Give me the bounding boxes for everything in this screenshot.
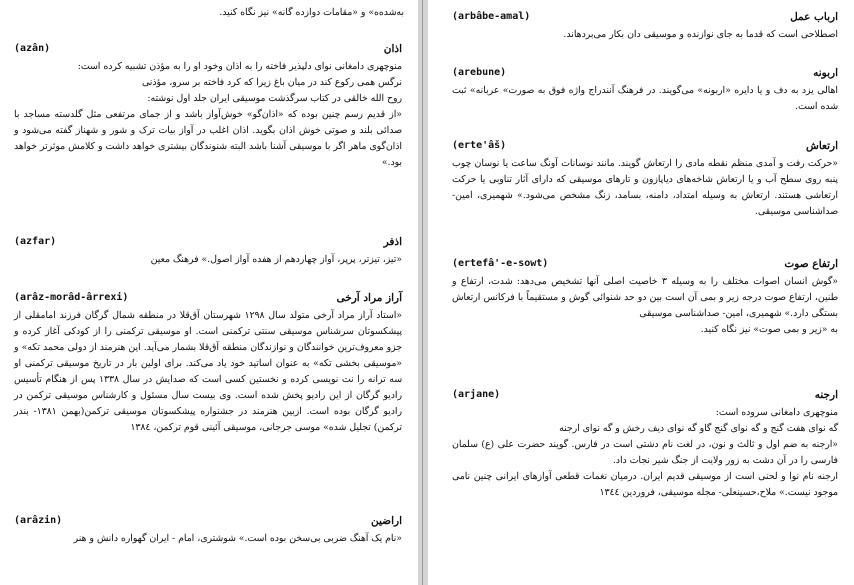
transliteration: (arâz-morâd-ârrexi) (14, 292, 129, 303)
entry-quote: «استاد آراز مراد آرخی متولد سال ۱۲۹۸ شهرستان آق‌قلا در منطقه شمال گرگان فرزند امامقلی از پیشکسوتان سرشناس موسیقی سنتی ترکمنی است. او موسیقی ترکمنی را از کودکی آغاز کرده و جزو معروف‌ترین خوانندگان و نوازندگان منطقه آق‌قلا بشمار می‌آید. این هنرمند از دولی محمد تکه» و «موسیقی بخشی تکه» به عنوان اساتید خود یاد می‌کند. برای اولین بار در تاریخ موسیقی ترکمنی او سه ترانه را نت نویسی کرده و نخستین کسی است که صدایش در سال ۱۳۳۸ پس از هنگام تأسیس رادیو گرگان از این رادیو پخش شده است. وی بیست سال مسئول و کارشناس موسیقی ترکمن در رادیو گرگان بوده است. ازبین هنرمند در جشنواره پیشکسوتان موسیقی ترکمن(بهمن ۱۳۸۱- بندر ترکمن) تجلیل شده» موسی جرجانی، موسیقی آئینی قوم ترکمن، ۱۳۸٤ (14, 310, 403, 433)
entry-body (14, 252, 402, 268)
entry-ertefa-e-sowt (452, 258, 838, 338)
poem-verse: گه نوای هفت گنج و گه نوای گنج گاو گه نوای دیف رخش و گه نوای ارجنه (559, 423, 838, 434)
entry-erteash (452, 140, 838, 220)
page-gutter (418, 0, 428, 585)
entry-line: روح الله خالقی در کتاب سرگذشت موسیقی ایران جلد اول نوشته: (147, 93, 402, 104)
entry-azan (14, 43, 402, 171)
entry-arebune (452, 67, 838, 115)
transliteration: (arebune) (452, 67, 507, 78)
entry-line: اهالی یزد به دف و یا دایره «اربونه» می‌گویند. در فرهنگ آنندراج واژه فوق به صورت» عربانه» ثبت شده است. (452, 85, 838, 112)
headword: ارباب عمل (790, 11, 838, 23)
entry-line: منوچهری دامغانی نوای دلپذیر فاخته را به اذان وخود او را به مؤذن تشبیه کرده است: (77, 61, 402, 72)
entry-arazin (14, 515, 402, 547)
entry-arbabe-amal (452, 11, 838, 43)
entry-line: منوچهری دامغانی سروده است: (715, 407, 838, 418)
entry-line: به «زیر و بمی صوت» نیز نگاه کنید. (700, 324, 838, 335)
entry-body (452, 27, 838, 43)
headword: اذان (383, 43, 402, 55)
entry-quote: «حرکت رفت و آمدی منظم نقطه مادی را ارتعاش گویند. مانند نوسانات آونگ ساعت یا نوسان چوب پنبه روی سطح آب و یا ارتعاش شاخه‌های دیاپازون و تارهای موسیقی که دارای آثار تناوبی یا حرکت ارتعاشی هستند. ارتعاش به وسیله امتداد، دامنه، بسامد، زنگ مشخص می‌شود.» شهمیری، امین- صداشناسی موسیقی. (452, 158, 838, 217)
entry-body (452, 274, 838, 338)
gutter-line (422, 0, 423, 585)
transliteration: (arâzin) (14, 515, 63, 526)
entry-line: ارجنه نام نوا و لحنی است از موسیقی قدیم ایران. درمیان نغمات قطعی آوازهای ایرانی چنین نامی موجود نیست.» ملاح،حسینعلی- مجله موسیقی، فروردین ۱۳٤٤ (452, 471, 838, 498)
entry-araz-morad-arrexi (14, 292, 402, 436)
transliteration: (azfar) (14, 236, 57, 247)
poem-verse: نرگس همی رکوع کند در میان باغ زیرا که کرد فاخته بر سرو، مؤذنی (142, 77, 402, 88)
transliteration: (arjane) (452, 389, 501, 400)
entry-quote: «گوش انسان اصوات مختلف را به وسیله ۳ خاصیت اصلی آنها تشخیص می‌دهد: شدت، ارتفاع و طنین، ارتفاع صوت درجه زیر و بمی آن است بین دو حد شنوائی گوش و مستقیماً با فرکانس ارتعاش بستگی دارد.» شهمیری، امین- صداشناسی موسیقی (452, 276, 838, 319)
right-page (428, 0, 854, 585)
headword: آراز مراد آرخی (336, 292, 402, 304)
transliteration: (erte'âš) (452, 140, 507, 151)
entry-body (452, 405, 838, 501)
entry-quote: «از قدیم رسم چنین بوده که «اذان‌گو» خوش‌آواز باشد و از جمای مرتفعی مثل گلدسته مساجد با صدائی بلند و صوتی خوش اذان بگوید. اذان اغلب در آواز بیات ترک و شور و شهناز گفته می‌شود و اذان‌گوی ماهر اگر با موسیقی آشنا باشد البته شنوندگان بیشتری خواهد داشت و کلامش موثرتر خواهد بود.» (14, 109, 402, 168)
transliteration: (arbâbe-amal) (452, 11, 531, 22)
entry-line: اصطلاحی است که قدما به جای نوازنده و موسیقی دان بکار می‌بردهاند. (563, 29, 838, 40)
headword: اذفر (383, 236, 402, 248)
headword: ارتفاع صوت (784, 258, 838, 270)
entry-body (452, 156, 838, 220)
entry-body (452, 83, 838, 115)
entry-azfar (14, 236, 402, 268)
entry-body (14, 531, 402, 547)
entry-line: «تیز، تیزتر، پرپر، آواز چهاردهم از هفده آواز اصول.» فرهنگ معین (150, 254, 402, 265)
transliteration: (azân) (14, 43, 51, 54)
transliteration: (ertefâ'-e-sowt) (452, 258, 549, 269)
entry-body (14, 308, 402, 436)
continuation-line: به‌شده‌ه» و «مقامات دوازده گانه» نیز نگاه کنید. (219, 7, 404, 18)
headword: اراضین (371, 515, 402, 527)
entry-arjane (452, 389, 838, 501)
left-page (0, 0, 418, 585)
headword: اربونه (813, 67, 838, 79)
entry-body (14, 59, 402, 171)
entry-line: «نام یک آهنگ ضربی بی‌سخن بوده است.» شوشتری، امام - ایران گهواره دانش و هنر (73, 533, 402, 544)
headword: ارتعاش (806, 140, 838, 152)
entry-quote: «ارجنه به ضم اول و ثالث و نون، در لغت نام دشتی است در فارس. گویند حضرت علی (ع) سلمان فارسی را در آن دشت به زور ولایت از جنگ شیر نجات داد. (452, 439, 838, 466)
headword: ارجنه (814, 389, 838, 401)
